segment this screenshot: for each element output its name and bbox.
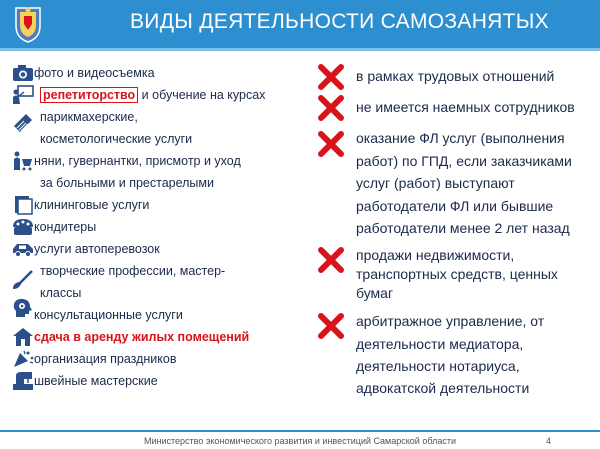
item-text: творческие профессии, мастер- — [40, 264, 226, 278]
comb-icon — [12, 112, 34, 132]
condition-text: в рамках трудовых отношений — [356, 68, 555, 84]
page-title: ВИДЫ ДЕЯТЕЛЬНОСТИ САМОЗАНЯТЫХ — [130, 10, 549, 33]
consulting-icon — [12, 298, 34, 318]
item-suffix: и обучение на курсах — [138, 88, 266, 102]
footer-ministry: Министерство экономического развития и инвестиций Самарской области — [144, 436, 456, 446]
header-bar — [0, 0, 600, 48]
page-number: 4 — [546, 436, 552, 446]
cross-icon — [318, 64, 344, 90]
item-text-line2: за больными и престарелыми — [40, 176, 214, 190]
condition-text: арбитражное управление, от — [356, 313, 545, 329]
item-text-line2: косметологические услуги — [40, 132, 193, 146]
pastry-icon — [12, 217, 34, 237]
cross-icon — [318, 95, 344, 121]
party-icon — [12, 349, 34, 369]
nanny-icon — [12, 151, 34, 171]
item-text: кондитеры — [34, 220, 97, 234]
condition-text: деятельности нотариуса, — [356, 358, 520, 374]
camera-icon — [12, 63, 34, 83]
condition-text: продажи недвижимости, — [356, 247, 515, 263]
condition-text: работодатели менее 2 лет назад — [356, 220, 570, 236]
item-text: парикмахерские, — [40, 110, 138, 124]
rent-highlight: сдача в аренду жилых помещений — [34, 330, 250, 344]
cross-icon — [318, 131, 344, 157]
condition-text: не имеется наемных сотрудников — [356, 99, 575, 115]
condition-text: адвокатской деятельности — [356, 380, 530, 396]
item-text: консультационные услуги — [34, 308, 183, 322]
header-underline — [0, 48, 600, 51]
item-text: клининговые услуги — [34, 198, 150, 212]
coat-of-arms-icon — [8, 4, 48, 44]
item-text — [34, 326, 249, 348]
item-text: услуги автоперевозок — [34, 242, 160, 256]
condition-text: работ) по ГПД, если заказчиками — [356, 153, 572, 169]
condition-text: бумаг — [356, 285, 394, 301]
item-text: няни, гувернантки, присмотр и уход — [34, 154, 241, 168]
condition-text: транспортных средств, ценных — [356, 266, 558, 282]
condition-text: оказание ФЛ услуг (выполнения — [356, 130, 565, 146]
condition-text: деятельности медиатора, — [356, 336, 524, 352]
car-icon — [12, 239, 34, 259]
footer-divider — [0, 430, 600, 432]
cleaning-icon — [12, 195, 34, 215]
condition-text: услуг (работ) выступают — [356, 175, 515, 191]
cross-icon — [318, 313, 344, 339]
item-text: фото и видеосъемка — [34, 66, 155, 80]
condition-text: работодатели ФЛ или бывшие — [356, 198, 554, 214]
item-text — [40, 84, 265, 106]
tutor-icon — [12, 85, 34, 105]
cross-icon — [318, 247, 344, 273]
brush-icon — [12, 270, 34, 290]
tutoring-highlight: репетиторство — [40, 87, 138, 103]
item-text: швейные мастерские — [34, 374, 158, 388]
house-icon — [12, 327, 34, 347]
item-text: организация праздников — [34, 352, 177, 366]
sewing-icon — [12, 371, 34, 391]
item-text-line2: классы — [40, 286, 82, 300]
